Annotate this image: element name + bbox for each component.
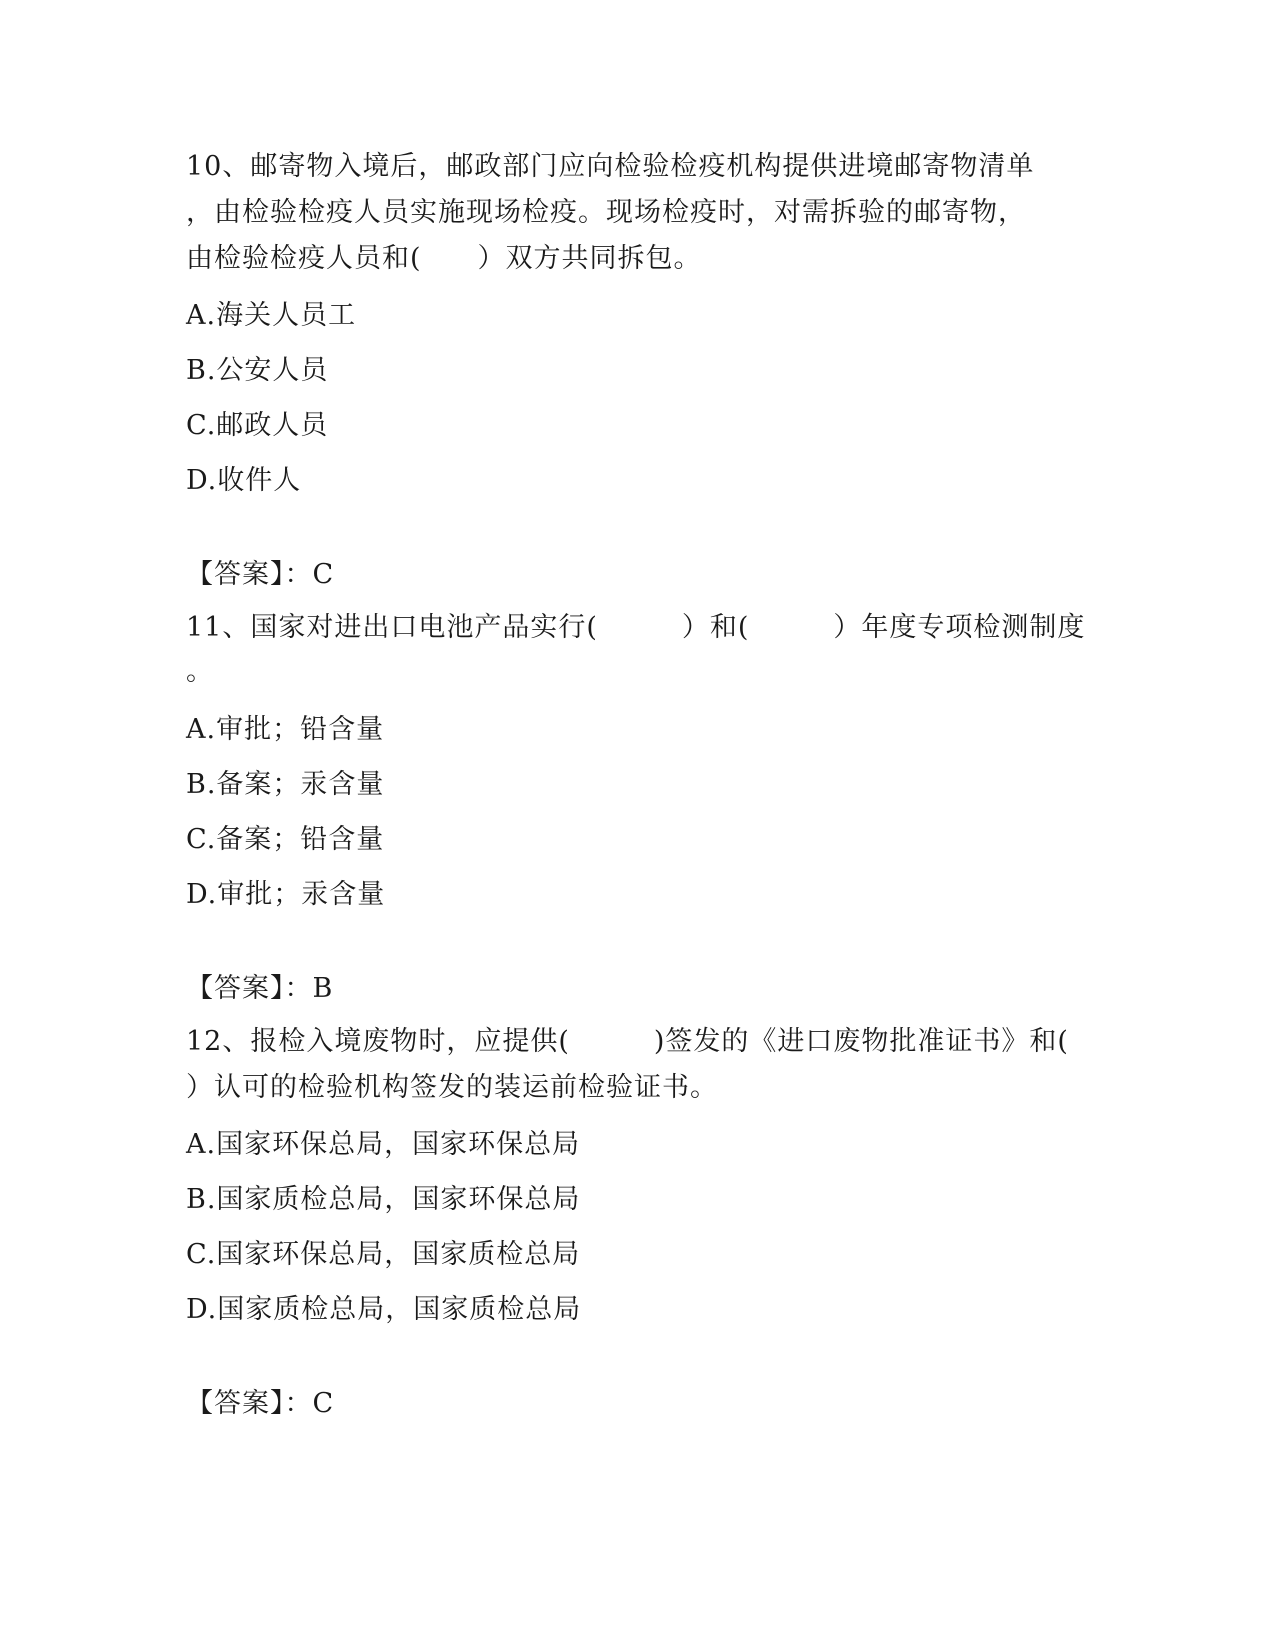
question-10-option-b: B.公安人员 bbox=[186, 355, 329, 386]
question-10-line-3: 由检验检疫人员和( ）双方共同拆包。 bbox=[186, 243, 702, 274]
question-11-option-a: A.审批；铅含量 bbox=[186, 714, 385, 745]
question-11-option-b: B.备案；汞含量 bbox=[186, 769, 385, 800]
question-12-line-1: 12、报检入境废物时，应提供( )签发的《进口废物批准证书》和( bbox=[186, 1026, 1069, 1057]
question-11-line-2: 。 bbox=[186, 656, 214, 687]
question-10-line-1: 10、邮寄物入境后，邮政部门应向检验检疫机构提供进境邮寄物清单 bbox=[186, 151, 1035, 182]
question-12-line-2: ）认可的检验机构签发的装运前检验证书。 bbox=[186, 1072, 718, 1103]
question-12-option-c: C.国家环保总局，国家质检总局 bbox=[186, 1239, 581, 1270]
question-12-answer: 【答案】：C bbox=[186, 1388, 335, 1419]
question-10-option-a: A.海关人员工 bbox=[186, 300, 357, 331]
question-10-line-2: ，由检验检疫人员实施现场检疫。现场检疫时，对需拆验的邮寄物， bbox=[186, 197, 1026, 228]
question-10-option-d: D.收件人 bbox=[186, 465, 302, 496]
question-11-answer: 【答案】：B bbox=[186, 973, 334, 1004]
question-12-option-b: B.国家质检总局，国家环保总局 bbox=[186, 1184, 581, 1215]
question-11-option-d: D.审批；汞含量 bbox=[186, 879, 386, 910]
question-10-option-c: C.邮政人员 bbox=[186, 410, 329, 441]
question-12-option-d: D.国家质检总局，国家质检总局 bbox=[186, 1294, 582, 1325]
question-11-line-1: 11、国家对进出口电池产品实行( ）和( ）年度专项检测制度 bbox=[186, 612, 1086, 643]
question-11-option-c: C.备案；铅含量 bbox=[186, 824, 385, 855]
question-12-option-a: A.国家环保总局，国家环保总局 bbox=[186, 1129, 581, 1160]
question-10-answer: 【答案】：C bbox=[186, 559, 335, 590]
